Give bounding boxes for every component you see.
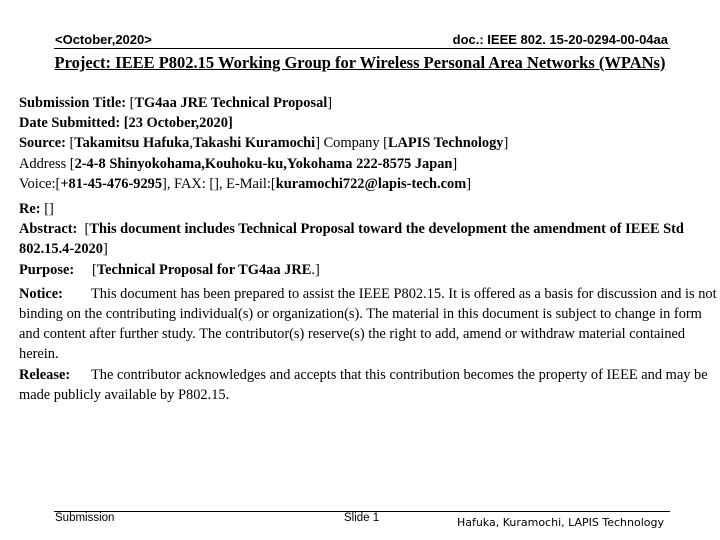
re-label: Re: <box>19 201 41 218</box>
submission-title-line: Submission Title: [TG4aa JRE Technical Proposal] <box>19 95 333 111</box>
header-doc-id: doc.: IEEE 802. 15-20-0294-00-04aa <box>452 32 668 47</box>
re-line <box>19 199 717 219</box>
purpose-label: Purpose: <box>19 261 75 278</box>
release-label: Release: <box>19 366 71 383</box>
source-author-2: Takashi Kuramochi <box>192 135 316 152</box>
purpose-line: Purpose: [Technical Proposal for TG4aa JRE.] <box>19 261 320 278</box>
date-submitted-value: 23 October,2020 <box>128 115 228 132</box>
abstract-label: Abstract: <box>19 221 78 238</box>
header-date: <October,2020> <box>55 32 152 47</box>
date-submitted-label: Date Submitted: <box>19 115 121 132</box>
abstract-value: This document includes Technical Proposal toward the development the amendment of IEEE Std 802.15.4-2020 <box>19 221 684 258</box>
contact-line: Voice:[+81-45-476-9295], FAX: [], E-Mail:[kuramochi722@lapis-tech.com] <box>19 175 471 192</box>
project-title: Project: IEEE P802.15 Working Group for Wireless Personal Area Networks (WPANs) <box>54 53 666 72</box>
date-submitted-line: Date Submitted: [23 October,2020] <box>19 115 233 132</box>
voice-value: +81-45-476-9295 <box>60 175 163 192</box>
submission-title-value: TG4aa JRE Technical Proposal <box>134 95 328 111</box>
release-paragraph <box>19 365 717 405</box>
email-label: E-Mail: <box>226 175 271 192</box>
fax-label: FAX: [] <box>174 175 219 192</box>
re-value: [] <box>44 201 54 218</box>
submission-title-label: Submission Title: <box>19 95 127 111</box>
source-line: Source: [Takamitsu Hafuka,Takashi Kuramochi] Company [LAPIS Technology] <box>19 135 509 152</box>
company-value: LAPIS Technology <box>387 135 504 152</box>
notice-paragraph <box>19 284 717 365</box>
company-label: Company <box>323 135 380 152</box>
address-value: 2-4-8 Shinyokohama,Kouhoku-ku,Yokohama 222-8575 Japan <box>74 155 453 172</box>
submission-body <box>19 93 717 405</box>
footer-submission: Submission <box>55 512 115 524</box>
email-value: kuramochi722@lapis-tech.com <box>275 175 467 192</box>
footer-slide-number: Slide 1 <box>344 512 380 524</box>
source-author-1: Takamitsu Hafuka <box>74 135 190 152</box>
address-label: Address <box>19 155 67 172</box>
source-label: Source: <box>19 135 66 152</box>
footer-authors: Hafuka, Kuramochi, LAPIS Technology <box>456 516 664 529</box>
release-text: The contributor acknowledges and accepts that this contribution becomes the property of IEEE and may be made publicly available by P802.15. <box>19 366 708 403</box>
voice-label: Voice: <box>19 175 56 192</box>
address-line: Address [2-4-8 Shinyokohama,Kouhoku-ku,Yokohama 222-8575 Japan] <box>19 155 458 172</box>
purpose-value: Technical Proposal for TG4aa JRE <box>96 261 312 278</box>
abstract-line: Abstract: [This document includes Technical Proposal toward the development the amendment of IEEE Std 802.15.4-2020] <box>19 221 684 258</box>
notice-label: Notice: <box>19 285 63 302</box>
header-divider <box>54 48 670 49</box>
notice-text: This document has been prepared to assist the IEEE P802.15. It is offered as a basis for discussion and is not binding on the contributing individual(s) or organization(s). The material in this document is subject to change in form and content after further study. The contributor(s) reserve(s) the right to add, amend or withdraw material contained herein. <box>19 285 717 363</box>
